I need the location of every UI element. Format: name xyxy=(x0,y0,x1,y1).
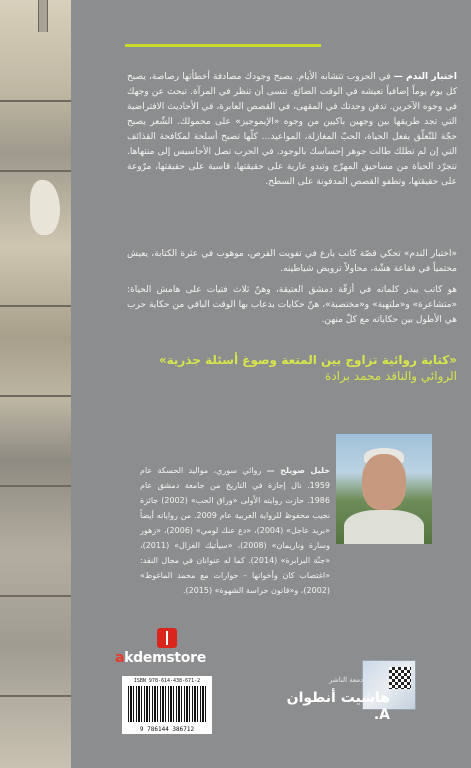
barcode-number: 9 786144 386712 xyxy=(139,726,195,733)
publisher-tagline: توزّع في دمعة الناشر xyxy=(328,676,390,684)
akdemstore-logo xyxy=(115,628,215,672)
barcode-bars xyxy=(128,686,206,722)
isbn-label: ISBN 978-614-438-671-2 xyxy=(133,678,201,684)
accent-rule xyxy=(125,44,321,47)
book-icon xyxy=(157,628,177,648)
author-bio xyxy=(140,463,330,598)
author-bio-text: روائي سوري، مواليد الحسكة عام 1959. نال إجازة في التاريخ من جامعة دمشق عام 1986. حازت روايته الأولى «وراق الحب» (2002) جائزة نجيب محفوظ للرواية العربية عام 2009. من رواياته أيضاً «بريد عاجل» (2004)، «دع عنك لومي» (2006)، «زهور وسارة وناريمان» (2008)، «سيأتيك الغزال» (2011)، «جنّة البرابرة» (2014). كما له عنوانان في مجال النقد: «اغتصاب كان وأخواتها – حوارات مع محمد الماغوط» (2002)، و«قانون حراسة الشهوة» (2015). xyxy=(140,466,331,595)
author-photo xyxy=(336,434,432,544)
logo-prefix: a xyxy=(115,650,125,666)
qr-code-icon xyxy=(389,667,411,689)
synopsis-text-1: في الحروب تتشابه الأيام. يصبح وجودك مصادفة أخطأتها رصاصة، يصبح كل يوم يوماً إضافياً تعيشه في الوقت الضائع. تنسى أن تنظر في المرآة. تبحث عن وجهك في وجوه الآخرين. تدفن وحدتك في المقهى، في القصص العابرة، في الأحاديث الافتراضية التي تجد طريقها بين وجهين باكيين من وجوه «الإيموجيز» على محمولك. الشّعر يصبح حجّة للتّعلّق بفعل الحياة، الحبّ المغازلة، المواعيد… كلّها تصبح أسلحة لمكافحة القذائف التي إن لم تطلك طالت جوهر إحساسك بالوجود. في الحرب تصل الأحاسيس إلى منتهاها. تتجرّد الحياة من مساحيق المهرّج وتبدو عارية على حقيقتها، قاسية على حقيقتها، مرّوعة على حقيقتها، وتطفو القصص المدفونة على السطح. xyxy=(127,72,457,187)
synopsis-paragraph-2: «اختبار الندم» تحكي قصّة كاتب بارع في تفويت الفرص، موهوب في عثرة الكتابة، يعيش محتمياً في فقاعة هشّة، محاولاً ترويض شياطينه. xyxy=(127,249,457,274)
quote-attribution: الروائي والناقد محمد برادة xyxy=(325,369,457,383)
book-title-label: اختبار الندم — xyxy=(393,72,457,82)
synopsis-paragraph-3: هو كاتب يبذر كلماته في أزقّة دمشق العتيقة، وهنّ ثلاث فتيات على هامش الحياة: «متشاعرة» و«ملتهبة» و«مختصبة»، هنّ حكايات بدعاب بها الوقت الباقي من حكاية حرب هي الأطول بين حكاياته مع كلّ منهن. xyxy=(127,285,457,325)
review-quote xyxy=(127,352,457,384)
logo-rest: kdemstore xyxy=(124,650,206,666)
isbn-barcode xyxy=(122,676,212,734)
publisher-block xyxy=(270,676,390,724)
publisher-name: هاشيت أنطوان A. xyxy=(286,690,390,723)
cover-wall-photo xyxy=(0,0,71,768)
synopsis-paragraph-1 xyxy=(127,70,457,190)
author-name: خليل صويلح — xyxy=(266,466,330,475)
quote-text: «كتابة روائية تزاوج بين المتعة وصوغ أسئلة جذرية» xyxy=(158,353,457,367)
